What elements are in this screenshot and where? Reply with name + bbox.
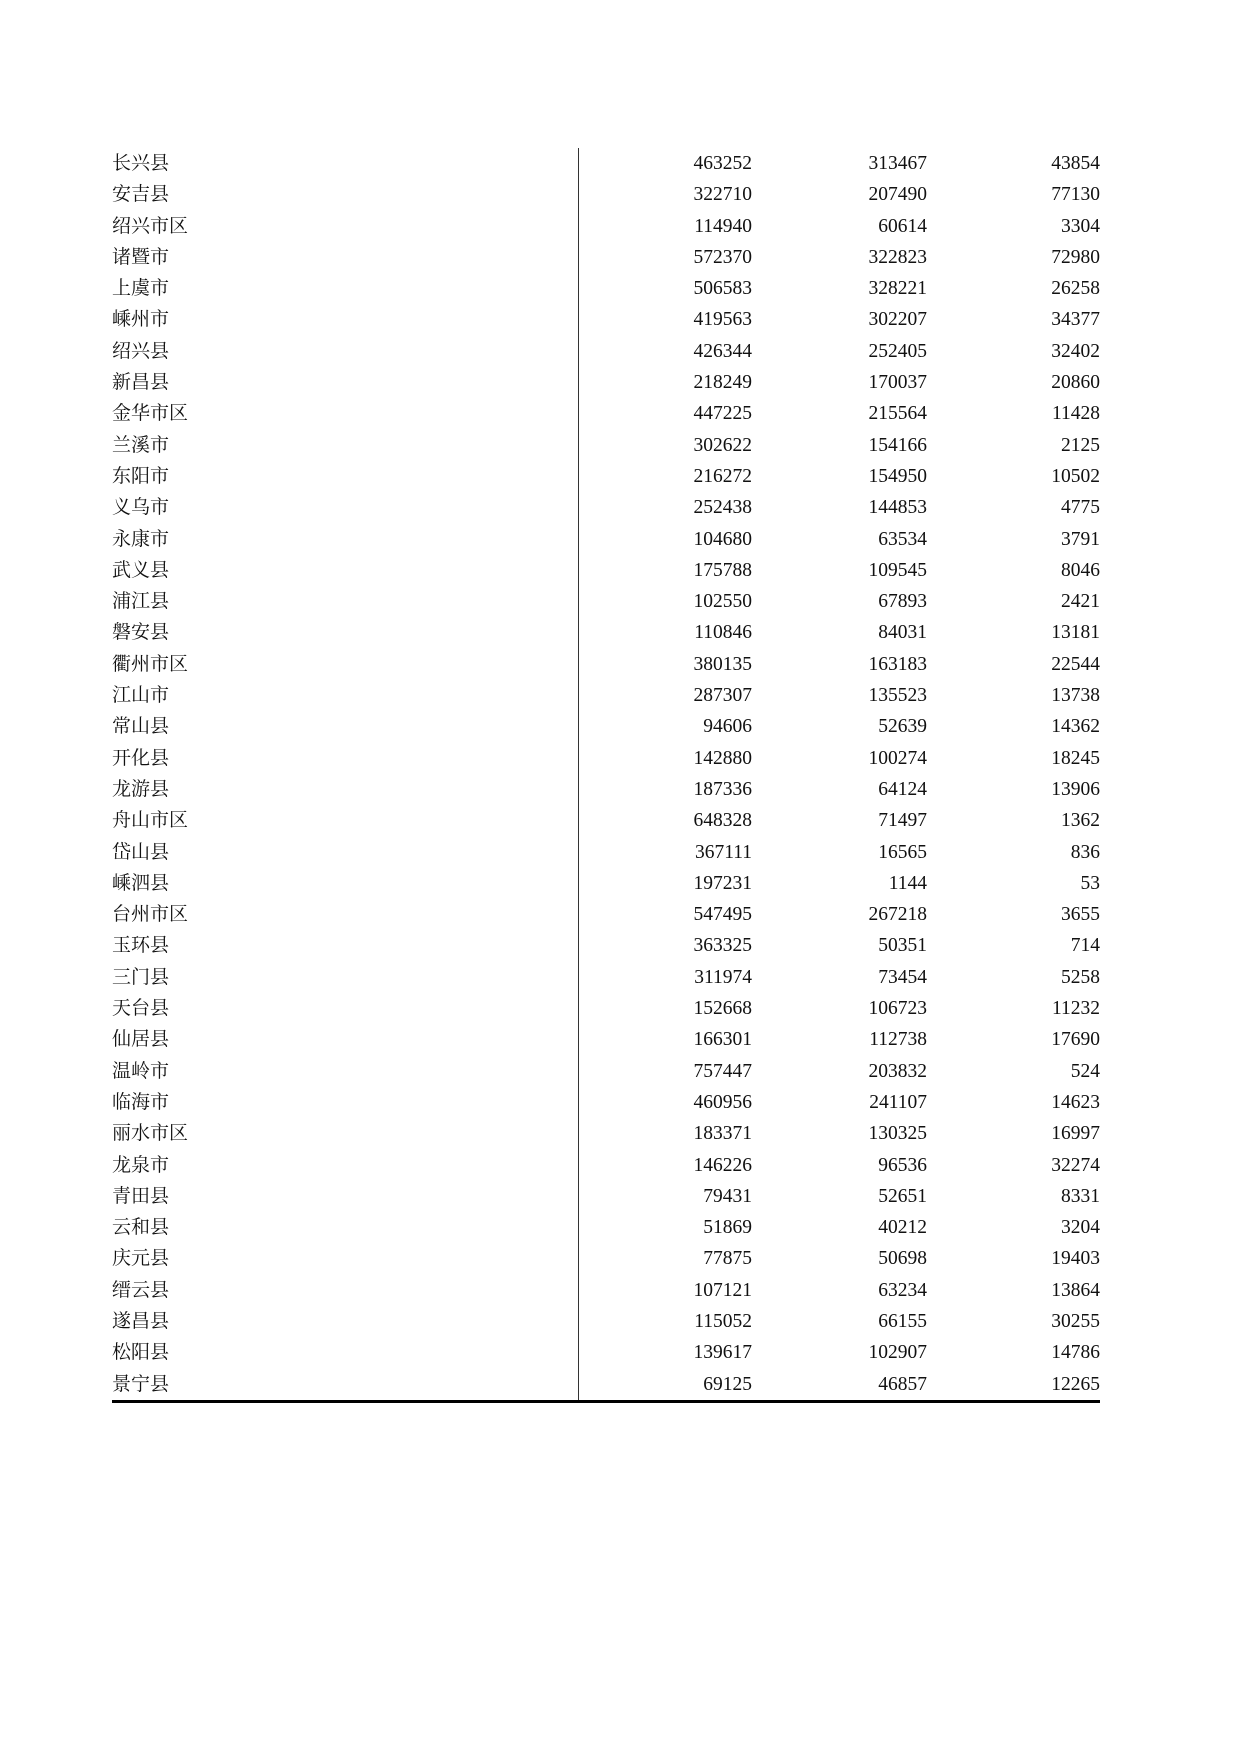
region-name-cell: 安吉县 (112, 179, 578, 210)
value-2-cell: 241107 (869, 1091, 927, 1113)
region-name-cell: 岱山县 (112, 837, 578, 868)
region-name-cell: 上虞市 (112, 273, 578, 304)
region-name-cell: 诸暨市 (112, 242, 578, 273)
value-3-cell: 5258 (1061, 966, 1100, 988)
table-body (112, 148, 1100, 1401)
table-row (112, 148, 1100, 179)
value-1-cell: 114940 (694, 215, 752, 237)
table-row (112, 930, 1100, 961)
value-2-cell: 84031 (878, 622, 927, 644)
value-2-cell: 170037 (868, 372, 927, 394)
table-row (112, 336, 1100, 367)
value-1-cell: 216272 (693, 465, 752, 487)
value-1-cell: 252438 (693, 497, 752, 519)
region-name-cell: 庆元县 (112, 1243, 578, 1274)
value-1-cell: 51869 (703, 1217, 752, 1239)
value-1-cell: 94606 (703, 716, 752, 738)
table-row (112, 1275, 1100, 1306)
value-2-cell: 328221 (868, 278, 927, 300)
value-3-cell: 72980 (1051, 246, 1100, 268)
value-3-cell: 20860 (1051, 372, 1100, 394)
region-name-cell: 临海市 (112, 1087, 578, 1118)
value-2-cell: 112738 (869, 1029, 927, 1051)
table-row (112, 962, 1100, 993)
value-2-cell: 50351 (878, 935, 927, 957)
table-row (112, 868, 1100, 899)
table-row (112, 1369, 1100, 1402)
county-statistics-table (112, 148, 1100, 1403)
value-2-cell: 64124 (878, 778, 927, 800)
value-1-cell: 302622 (693, 434, 752, 456)
table-row (112, 461, 1100, 492)
value-1-cell: 757447 (693, 1060, 752, 1082)
value-1-cell: 107121 (693, 1279, 752, 1301)
value-3-cell: 12265 (1051, 1373, 1100, 1395)
region-name-cell: 开化县 (112, 743, 578, 774)
value-1-cell: 426344 (693, 340, 752, 362)
value-2-cell: 1144 (888, 872, 927, 894)
value-2-cell: 322823 (868, 246, 927, 268)
value-3-cell: 32274 (1051, 1154, 1100, 1176)
value-2-cell: 154166 (868, 434, 927, 456)
region-name-cell: 台州市区 (112, 899, 578, 930)
value-3-cell: 3304 (1061, 215, 1100, 237)
table-row (112, 555, 1100, 586)
value-1-cell: 463252 (693, 153, 752, 174)
value-1-cell: 69125 (703, 1373, 752, 1395)
value-3-cell: 32402 (1051, 340, 1100, 362)
value-3-cell: 836 (1070, 841, 1100, 863)
region-name-cell: 江山市 (112, 680, 578, 711)
value-2-cell: 102907 (868, 1342, 927, 1364)
region-name-cell: 常山县 (112, 711, 578, 742)
value-2-cell: 66155 (878, 1310, 927, 1332)
value-2-cell: 50698 (878, 1248, 927, 1270)
value-3-cell: 14786 (1051, 1342, 1100, 1364)
value-2-cell: 106723 (868, 998, 927, 1020)
value-3-cell: 19403 (1051, 1248, 1100, 1270)
region-name-cell: 金华市区 (112, 398, 578, 429)
table-row (112, 1024, 1100, 1055)
value-1-cell: 322710 (693, 184, 752, 206)
value-3-cell: 34377 (1051, 309, 1100, 331)
region-name-cell: 长兴县 (112, 148, 578, 179)
value-3-cell: 43854 (1051, 153, 1100, 174)
value-2-cell: 203832 (868, 1060, 927, 1082)
value-1-cell: 142880 (693, 747, 752, 769)
value-1-cell: 506583 (693, 278, 752, 300)
value-3-cell: 26258 (1051, 278, 1100, 300)
value-3-cell: 14623 (1051, 1091, 1100, 1113)
value-1-cell: 287307 (693, 685, 752, 707)
region-name-cell: 义乌市 (112, 492, 578, 523)
value-3-cell: 18245 (1051, 747, 1100, 769)
value-3-cell: 10502 (1051, 465, 1100, 487)
value-1-cell: 311974 (694, 966, 752, 988)
value-3-cell: 22544 (1051, 653, 1100, 675)
region-name-cell: 嵊州市 (112, 304, 578, 335)
value-3-cell: 16997 (1051, 1123, 1100, 1145)
region-name-cell: 绍兴市区 (112, 211, 578, 242)
value-3-cell: 8046 (1061, 559, 1100, 581)
value-1-cell: 367111 (694, 841, 752, 863)
region-name-cell: 温岭市 (112, 1056, 578, 1087)
value-1-cell: 139617 (693, 1342, 752, 1364)
table-row (112, 1118, 1100, 1149)
value-2-cell: 215564 (868, 403, 927, 425)
value-3-cell: 2125 (1061, 434, 1100, 456)
value-3-cell: 2421 (1061, 591, 1100, 613)
region-name-cell: 舟山市区 (112, 805, 578, 836)
value-2-cell: 67893 (878, 591, 927, 613)
value-2-cell: 135523 (868, 685, 927, 707)
table-row (112, 743, 1100, 774)
region-name-cell: 缙云县 (112, 1275, 578, 1306)
value-3-cell: 524 (1070, 1060, 1100, 1082)
value-2-cell: 60614 (878, 215, 927, 237)
value-3-cell: 13906 (1051, 778, 1100, 800)
table-row (112, 586, 1100, 617)
value-2-cell: 109545 (868, 559, 927, 581)
region-name-cell: 仙居县 (112, 1024, 578, 1055)
region-name-cell: 衢州市区 (112, 649, 578, 680)
region-name-cell: 永康市 (112, 524, 578, 555)
value-1-cell: 183371 (693, 1123, 752, 1145)
value-3-cell: 11232 (1051, 998, 1100, 1020)
value-3-cell: 13181 (1051, 622, 1100, 644)
value-2-cell: 163183 (868, 653, 927, 675)
table-row (112, 899, 1100, 930)
table-row (112, 649, 1100, 680)
value-1-cell: 648328 (693, 810, 752, 832)
region-name-cell: 龙游县 (112, 774, 578, 805)
table-row (112, 774, 1100, 805)
table-row (112, 805, 1100, 836)
region-name-cell: 龙泉市 (112, 1150, 578, 1181)
region-name-cell: 浦江县 (112, 586, 578, 617)
table-row (112, 1087, 1100, 1118)
value-3-cell: 11428 (1051, 403, 1100, 425)
value-3-cell: 13738 (1051, 685, 1100, 707)
value-2-cell: 100274 (868, 747, 927, 769)
value-1-cell: 77875 (703, 1248, 752, 1270)
region-name-cell: 云和县 (112, 1212, 578, 1243)
value-3-cell: 8331 (1061, 1185, 1100, 1207)
value-1-cell: 419563 (693, 309, 752, 331)
table-row (112, 1306, 1100, 1337)
value-1-cell: 102550 (693, 591, 752, 613)
value-1-cell: 104680 (693, 528, 752, 550)
value-2-cell: 267218 (868, 904, 927, 926)
value-1-cell: 115052 (694, 1310, 752, 1332)
value-2-cell: 252405 (868, 340, 927, 362)
value-1-cell: 146226 (693, 1154, 752, 1176)
value-2-cell: 96536 (878, 1154, 927, 1176)
value-2-cell: 63234 (878, 1279, 927, 1301)
value-2-cell: 154950 (868, 465, 927, 487)
value-2-cell: 52651 (878, 1185, 927, 1207)
value-1-cell: 166301 (693, 1029, 752, 1051)
region-name-cell: 青田县 (112, 1181, 578, 1212)
table-row (112, 242, 1100, 273)
table-row (112, 993, 1100, 1024)
value-3-cell: 30255 (1051, 1310, 1100, 1332)
table-row (112, 1150, 1100, 1181)
table-row (112, 367, 1100, 398)
value-2-cell: 71497 (878, 810, 927, 832)
value-3-cell: 1362 (1061, 810, 1100, 832)
value-2-cell: 52639 (878, 716, 927, 738)
table-row (112, 837, 1100, 868)
value-2-cell: 40212 (878, 1217, 927, 1239)
table-row (112, 617, 1100, 648)
region-name-cell: 丽水市区 (112, 1118, 578, 1149)
table-row (112, 1181, 1100, 1212)
value-3-cell: 13864 (1051, 1279, 1100, 1301)
region-name-cell: 武义县 (112, 555, 578, 586)
table-row (112, 1337, 1100, 1368)
value-1-cell: 110846 (694, 622, 752, 644)
data-table-container (112, 148, 1100, 1403)
region-name-cell: 磐安县 (112, 617, 578, 648)
region-name-cell: 遂昌县 (112, 1306, 578, 1337)
table-row (112, 711, 1100, 742)
value-2-cell: 73454 (878, 966, 927, 988)
table-row (112, 273, 1100, 304)
table-row (112, 430, 1100, 461)
table-row (112, 1243, 1100, 1274)
value-3-cell: 53 (1080, 872, 1100, 894)
region-name-cell: 东阳市 (112, 461, 578, 492)
value-1-cell: 447225 (693, 403, 752, 425)
value-3-cell: 3204 (1061, 1217, 1100, 1239)
value-3-cell: 714 (1070, 935, 1100, 957)
table-row (112, 524, 1100, 555)
value-1-cell: 218249 (693, 372, 752, 394)
value-2-cell: 207490 (868, 184, 927, 206)
value-2-cell: 302207 (868, 309, 927, 331)
table-row (112, 211, 1100, 242)
value-2-cell: 313467 (868, 153, 927, 174)
value-1-cell: 187336 (693, 778, 752, 800)
value-1-cell: 572370 (693, 246, 752, 268)
value-2-cell: 63534 (878, 528, 927, 550)
region-name-cell: 绍兴县 (112, 336, 578, 367)
value-2-cell: 16565 (878, 841, 927, 863)
value-1-cell: 460956 (693, 1091, 752, 1113)
region-name-cell: 嵊泗县 (112, 868, 578, 899)
value-3-cell: 14362 (1051, 716, 1100, 738)
value-3-cell: 4775 (1061, 497, 1100, 519)
value-3-cell: 77130 (1051, 184, 1100, 206)
value-2-cell: 46857 (878, 1373, 927, 1395)
value-2-cell: 144853 (868, 497, 927, 519)
table-row (112, 398, 1100, 429)
region-name-cell: 三门县 (112, 962, 578, 993)
value-1-cell: 175788 (693, 559, 752, 581)
value-1-cell: 79431 (703, 1185, 752, 1207)
value-1-cell: 547495 (693, 904, 752, 926)
value-3-cell: 17690 (1051, 1029, 1100, 1051)
value-1-cell: 197231 (693, 872, 752, 894)
value-1-cell: 380135 (693, 653, 752, 675)
region-name-cell: 玉环县 (112, 930, 578, 961)
table-row (112, 179, 1100, 210)
table-row (112, 1056, 1100, 1087)
value-1-cell: 152668 (693, 998, 752, 1020)
region-name-cell: 新昌县 (112, 367, 578, 398)
region-name-cell: 兰溪市 (112, 430, 578, 461)
table-row (112, 1212, 1100, 1243)
table-row (112, 492, 1100, 523)
value-3-cell: 3655 (1061, 904, 1100, 926)
table-row (112, 304, 1100, 335)
table-row (112, 680, 1100, 711)
value-3-cell: 3791 (1061, 528, 1100, 550)
value-2-cell: 130325 (868, 1123, 927, 1145)
region-name-cell: 天台县 (112, 993, 578, 1024)
region-name-cell: 景宁县 (112, 1369, 578, 1402)
region-name-cell: 松阳县 (112, 1337, 578, 1368)
value-1-cell: 363325 (693, 935, 752, 957)
